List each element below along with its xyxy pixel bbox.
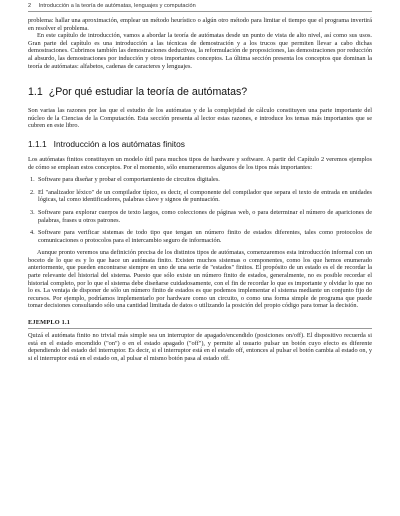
intro-paragraph: En este capítulo de introducción, vamos a abordar la teoría de autómatas desde un punto de vista de alto nivel, así como sus usos. Gran parte del capítulo es una introducción a las técnicas de demostración y a los trucos que permiten llevar a cabo dichas demostraciones. Cubrimos también las demostraciones deductivas, la reformulación de proposiciones, las demostraciones por reducción al absurdo, las demostraciones por inducción y otros importantes conceptos. La última sección presenta los conceptos que dominan la teoría de autómatas: alfabetos, cadenas de caracteres y lenguajes. — [28, 32, 372, 70]
list-item — [28, 209, 372, 224]
list-item — [28, 229, 372, 244]
subsection-paragraph: Los autómatas finitos constituyen un modelo útil para muchos tipos de hardware y software. A partir del Capítulo 2 veremos ejemplos de cómo se emplean estos conceptos. Por el momento, sólo enumeraremos algunos de los tipos más importantes: — [28, 155, 372, 171]
page-content — [28, 17, 372, 362]
section-paragraph: Son varias las razones por las que el estudio de los autómatas y de la complejidad de cálculo constituyen una parte importante del núcleo de la Ciencias de la Computación. Esta sección presenta al lector estas razones, e introduce los temas más importantes que se cubren en este libro. — [28, 107, 372, 130]
section-title: ¿Por qué estudiar la teoría de autómatas? — [48, 86, 248, 99]
list-item-text: Software para diseñar y probar el comportamiento de circuitos digitales. — [38, 176, 220, 184]
list-item — [28, 176, 372, 184]
list-number: 2. — [30, 188, 35, 196]
intro-paragraph: problema: hallar una aproximación, emplear un método heurístico o algún otro método para limitar el tiempo que el programa invertirá en resolver el problema. — [28, 17, 372, 32]
list-number: 1. — [30, 176, 35, 184]
list-item-text: El "analizador léxico" de un compilador típico, es decir, el componente del compilador que separa el texto de entrada en unidades lógicas, tal como identificadores, palabras clave y signos de puntuación. — [38, 188, 372, 204]
list-item — [28, 189, 372, 204]
subsection-title: Introducción a los autómatas finitos — [53, 138, 185, 149]
example-paragraph: Quizá el autómata finito no trivial más simple sea un interruptor de apagado/encendido (posiciones on/off). El dispositivo recuerda si está en el estado encendido ("on") o en el estado apagado ("off"), y permite al usuario pulsar un botón cuyo efecto es diferente dependiendo del estado del interruptor. Es decir, si el interruptor está en el estado off, entonces al pulsar el botón cambia al estado on, y si el interruptor está en el estado on, al pulsar el mismo botón pasa al estado off. — [28, 332, 372, 362]
running-header — [28, 3, 372, 9]
page-number: 2 — [28, 3, 32, 9]
list-item-text: Software para explorar cuerpos de texto largos, como colecciones de páginas web, o para determinar el número de apariciones de palabras, frases u otros patrones. — [38, 208, 372, 224]
header-rule — [28, 11, 372, 12]
subsection-number: 1.1.1 — [28, 138, 47, 149]
example-label: EJEMPLO 1.1 — [28, 319, 71, 327]
list-item-text: Software para verificar sistemas de todo tipo que tengan un número finito de estados diferentes, tales como protocolos de comunicaciones o protocolos para el intercambio seguro de información. — [38, 229, 372, 244]
subsection-heading — [28, 139, 372, 149]
section-heading — [28, 86, 372, 98]
example-rule — [28, 328, 372, 329]
running-title: Introducción a la teoría de autómatas, lenguajes y computación — [38, 3, 196, 9]
uses-list — [28, 176, 372, 244]
section-number: 1.1 — [28, 86, 43, 99]
list-number: 4. — [30, 229, 35, 237]
body-paragraph: Aunque pronto veremos una definición precisa de los distintos tipos de autómatas, comenzaremos esta introducción informal con un boceto de lo que es y lo que hace un autómata finito. Existen muchos sistemas o componentes, como los que hemos enumerado anteriormente, que pueden encontrarse siempre en uno de una serie de "estados" finitos. El propósito de un estado es el de recordar la parte relevante del historial del sistema. Puesto que sólo existe un número finito de estados, generalmente, no es posible recordar el historial completo, por lo que el sistema debe diseñarse cuidadosamente, con el fin de recordar lo que es importante y olvidar lo que no lo es. La ventaja de disponer de sólo un número finito de estados es que podemos implementar el sistema mediante un conjunto fijo de recursos. Por ejemplo, podríamos implementarlo por hardware como un circuito, o como una forma simple de programa que puede tomar decisiones consultando sólo una cantidad limitada de datos o utilizando la posición del propio código para tomar la decisión. — [28, 249, 372, 310]
list-number: 3. — [30, 208, 35, 216]
